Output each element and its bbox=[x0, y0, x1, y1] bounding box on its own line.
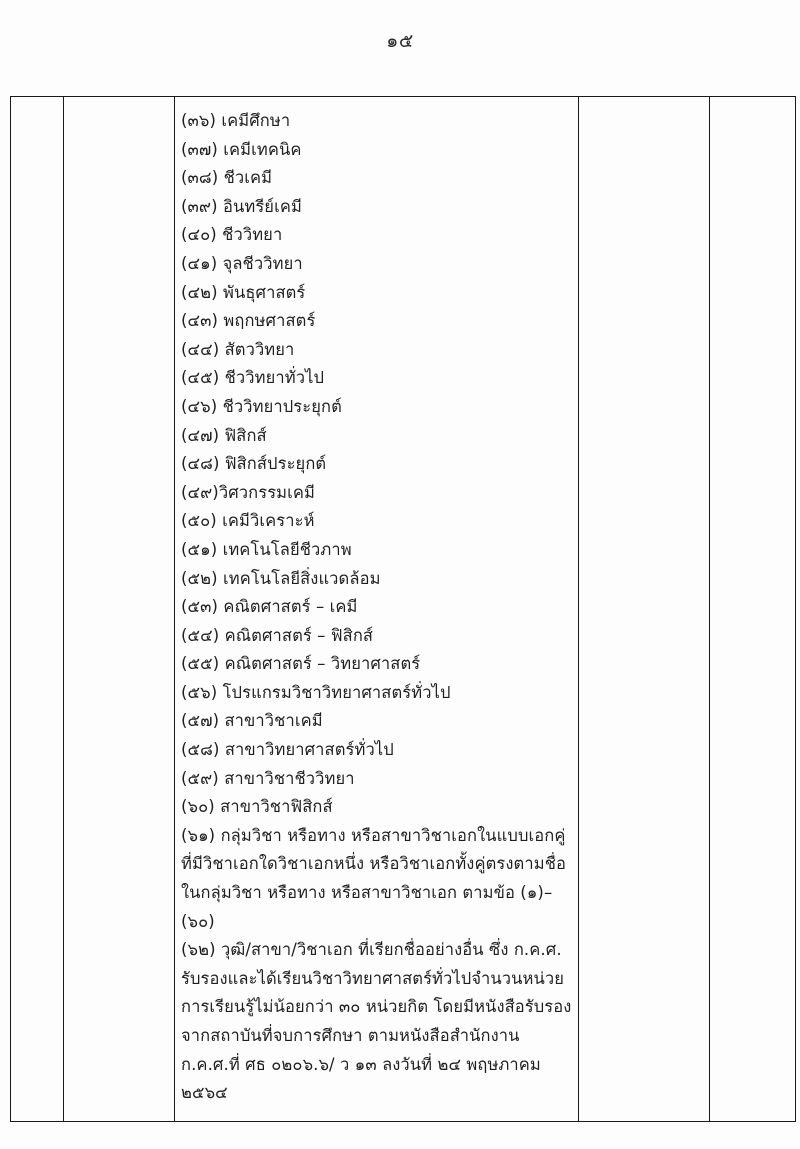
list-item: (๔๕) ชีววิทยาทั่วไป bbox=[181, 368, 325, 388]
list-item: (๔๓) พฤกษศาสตร์ bbox=[181, 311, 316, 331]
list-item: (๕๗) สาขาวิชาเคมี bbox=[181, 711, 323, 731]
table-cell-subjects bbox=[175, 97, 579, 1122]
list-item: (๔๗) ฟิสิกส์ bbox=[181, 425, 267, 445]
list-item: (๕๑) เทคโนโลยีชีวภาพ bbox=[181, 539, 352, 559]
list-item: (๔๐) ชีววิทยา bbox=[181, 225, 283, 245]
paragraph-item-62: (๖๒) วุฒิ/สาขา/วิชาเอก ที่เรียกชื่ออย่างอื่น ซึ่ง ก.ค.ศ. รับรองและได้เรียนวิชาวิทยาศาสตร์ทั่วไปจำนวนหน่วยการเรียนรู้ไม่น้อยกว่า ๓๐ หน่วยกิต โดยมีหนังสือรับรองจากสถาบันที่จบการศึกษา ตามหนังสือสำนักงาน ก.ค.ศ.ที่ ศธ ๐๒๐๖.๖/ ว ๑๓ ลงวันที่ ๒๔ พฤษภาคม ๒๕๖๔ bbox=[181, 940, 572, 1103]
list-item: (๔๙)วิศวกรรมเคมี bbox=[181, 482, 315, 502]
table-cell-column-2 bbox=[64, 97, 175, 1122]
list-item: (๕๓) คณิตศาสตร์ – เคมี bbox=[181, 597, 358, 617]
table-cell-column-5 bbox=[710, 97, 796, 1122]
list-item: (๖๐) สาขาวิชาฟิสิกส์ bbox=[181, 797, 333, 817]
list-item: (๔๖) ชีววิทยาประยุกต์ bbox=[181, 396, 342, 416]
subjects-cell-content bbox=[175, 97, 578, 1108]
list-item: (๕๖) โปรแกรมวิชาวิทยาศาสตร์ทั่วไป bbox=[181, 682, 451, 702]
page-number: ๑๕ bbox=[386, 30, 414, 52]
list-item: (๕๔) คณิตศาสตร์ – ฟิสิกส์ bbox=[181, 625, 374, 645]
list-item: (๓๖) เคมีศึกษา bbox=[181, 111, 291, 130]
table-row bbox=[11, 97, 796, 1122]
list-item: (๕๘) สาขาวิทยาศาสตร์ทั่วไป bbox=[181, 740, 394, 760]
list-item: (๔๑) จุลชีววิทยา bbox=[181, 253, 303, 273]
list-item: (๓๘) ชีวเคมี bbox=[181, 168, 273, 188]
list-item: (๕๙) สาขาวิชาชีววิทยา bbox=[181, 768, 355, 788]
subjects-table bbox=[10, 96, 796, 1122]
list-item: (๕๐) เคมีวิเคราะห์ bbox=[181, 511, 315, 531]
list-item: (๔๒) พันธุศาสตร์ bbox=[181, 282, 306, 302]
table-cell-column-4 bbox=[579, 97, 710, 1122]
list-item: (๓๙) อินทรีย์เคมี bbox=[181, 196, 302, 216]
table-cell-column-1 bbox=[11, 97, 64, 1122]
list-item: (๕๒) เทคโนโลยีสิ่งแวดล้อม bbox=[181, 568, 381, 588]
subject-list bbox=[181, 107, 572, 822]
list-item: (๔๘) ฟิสิกส์ประยุกต์ bbox=[181, 454, 327, 474]
list-item: (๔๔) สัตววิทยา bbox=[181, 339, 295, 359]
list-item: (๓๗) เคมีเทคนิค bbox=[181, 139, 302, 159]
paragraph-item-61: (๖๑) กลุ่มวิชา หรือทาง หรือสาขาวิชาเอกในแบบเอกคู่ ที่มีวิชาเอกใดวิชาเอกหนึ่ง หรือวิชาเอกทั้งคู่ตรงตามชื่อ ในกลุ่มวิชา หรือทาง หรือสาขาวิชาเอก ตามข้อ (๑)–(๖๐) bbox=[181, 825, 567, 931]
list-item: (๕๕) คณิตศาสตร์ – วิทยาศาสตร์ bbox=[181, 654, 421, 674]
